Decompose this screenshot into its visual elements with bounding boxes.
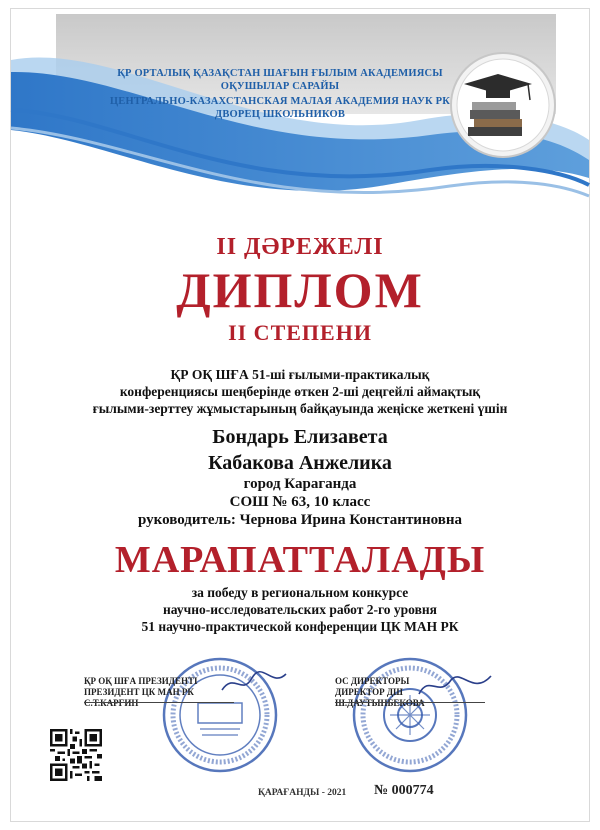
- intro-line: ҚР ОҚ ШҒА 51-ші ғылыми-практикалық: [170, 367, 430, 382]
- intro-line: конференциясы шеңберінде өткен 2-ші деңгейлі аймақтық: [119, 384, 481, 399]
- org-name-ru-line2: ДВОРЕЦ ШКОЛЬНИКОВ: [214, 109, 346, 120]
- award-line: научно-исследовательских работ 2-го уровня: [163, 602, 437, 617]
- left-signature: [220, 668, 290, 698]
- intro-paragraph: [40, 366, 560, 417]
- right-signatory: [335, 676, 425, 709]
- left-signatory: [84, 676, 197, 709]
- recipient-name-2: Кабакова Анжелика: [208, 452, 392, 474]
- recipient-school: СОШ № 63, 10 класс: [229, 494, 371, 510]
- degree-title-kz: II ДӘРЕЖЕЛІ: [216, 234, 384, 260]
- right-signature: [415, 668, 495, 702]
- diploma-number: № 000774: [374, 783, 434, 798]
- intro-line: ғылыми-зерттеу жұмыстарының байқауында жеңіске жеткені үшін: [92, 401, 508, 416]
- degree-title-ru: II СТЕПЕНИ: [228, 320, 372, 345]
- award-title: МАРАПАТТАЛАДЫ: [114, 539, 486, 581]
- signatory-line: С.Т.КАРГИН: [84, 698, 139, 708]
- signatory-line: Ш.ДАУТЫНБЕКОВА: [335, 698, 425, 708]
- recipient-name-1: Бондарь Елизавета: [212, 426, 388, 448]
- graduation-cap-books-icon: [448, 50, 558, 160]
- city-year: ҚАРАҒАНДЫ - 2021: [258, 788, 347, 798]
- award-description: [40, 584, 560, 635]
- award-line: за победу в региональном конкурсе: [191, 585, 409, 600]
- diploma-title: ДИПЛОМ: [176, 262, 424, 318]
- signatory-line: ОС ДИРЕКТОРЫ: [335, 676, 410, 686]
- supervisor: руководитель: Чернова Ирина Константиновна: [138, 512, 462, 528]
- org-name-ru-line1: ЦЕНТРАЛЬНО-КАЗАХСТАНСКАЯ МАЛАЯ АКАДЕМИЯ НАУК РК: [109, 96, 451, 107]
- org-name-kz-line2: ОҚУШЫЛАР САРАЙЫ: [220, 81, 340, 92]
- signatory-line: ҚР ОҚ ШҒА ПРЕЗИДЕНТІ: [84, 676, 198, 686]
- right-signature-line: [335, 702, 485, 703]
- award-line: 51 научно-практической конференции ЦК МАН РК: [141, 619, 459, 634]
- recipient-city: город Караганда: [243, 476, 357, 492]
- signatory-line: ДИРЕКТОР ДШ: [335, 687, 403, 697]
- signatory-line: ПРЕЗИДЕНТ ЦК МАН РК: [84, 687, 194, 697]
- left-signature-line: [84, 702, 234, 703]
- org-name-kz-line1: ҚР ОРТАЛЫҚ ҚАЗАҚСТАН ШАҒЫН ҒЫЛЫМ АКАДЕМИЯСЫ: [117, 68, 443, 79]
- qr-code-icon: [50, 729, 102, 781]
